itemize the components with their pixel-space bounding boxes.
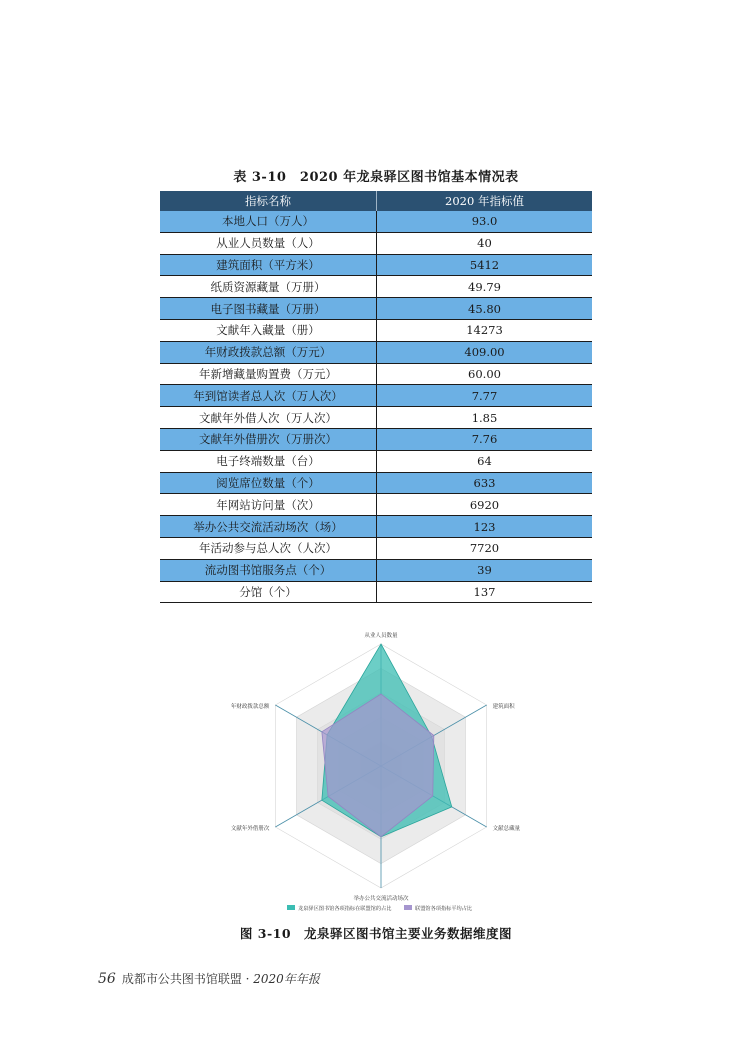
table-row bbox=[160, 472, 592, 494]
indicator-value-cell: 49.79 bbox=[377, 276, 593, 298]
indicator-name-cell: 举办公共交流活动场次（场） bbox=[160, 516, 377, 538]
indicator-value-cell: 64 bbox=[377, 450, 593, 472]
footer-text: 成都市公共图书馆联盟 · bbox=[121, 972, 254, 986]
indicator-value-cell: 40 bbox=[377, 232, 593, 254]
indicator-value-cell: 39 bbox=[377, 559, 593, 581]
indicator-value-cell: 7720 bbox=[377, 537, 593, 559]
table-row bbox=[160, 559, 592, 581]
table-title: 表 3-10 2020 年龙泉驿区图书馆基本情况表 bbox=[233, 170, 519, 185]
table-row bbox=[160, 211, 592, 232]
indicator-name-cell: 文献年外借人次（万人次） bbox=[160, 407, 377, 429]
indicator-value-cell: 45.80 bbox=[377, 298, 593, 320]
table-header-row bbox=[160, 191, 592, 211]
figure-caption: 图 3-10 龙泉驿区图书馆主要业务数据维度图 bbox=[239, 926, 513, 941]
indicator-value-cell: 137 bbox=[377, 581, 593, 603]
indicator-value-cell: 6920 bbox=[377, 494, 593, 516]
table-row bbox=[160, 232, 592, 254]
footer-year: 2020年年报 bbox=[253, 972, 320, 986]
radar-axis-label: 文献年外借册次 bbox=[230, 826, 270, 832]
table-row bbox=[160, 363, 592, 385]
indicator-value-cell: 7.76 bbox=[377, 428, 593, 450]
data-table bbox=[160, 191, 592, 603]
indicator-name-cell: 电子终端数量（台） bbox=[160, 450, 377, 472]
indicator-name-cell: 本地人口（万人） bbox=[160, 211, 377, 232]
radar-axis-label: 文献总藏量 bbox=[492, 826, 521, 832]
indicator-value-cell: 7.77 bbox=[377, 385, 593, 407]
table-row bbox=[160, 341, 592, 363]
indicator-name-cell: 文献年外借册次（万册次） bbox=[160, 428, 377, 450]
radar-axis-label: 举办公共交流活动场次 bbox=[353, 896, 409, 902]
indicator-value-cell: 93.0 bbox=[377, 211, 593, 232]
indicator-name-cell: 电子图书藏量（万册） bbox=[160, 298, 377, 320]
header-indicator-name: 指标名称 bbox=[160, 191, 377, 211]
radar-axis-label: 年财政拨款总额 bbox=[230, 704, 270, 710]
indicator-value-cell: 1.85 bbox=[377, 407, 593, 429]
table-row bbox=[160, 319, 592, 341]
table-row bbox=[160, 581, 592, 603]
indicator-value-cell: 5412 bbox=[377, 254, 593, 276]
table-row bbox=[160, 428, 592, 450]
indicator-name-cell: 年网站访问量（次） bbox=[160, 494, 377, 516]
legend-swatch bbox=[404, 905, 412, 910]
indicator-value-cell: 409.00 bbox=[377, 341, 593, 363]
table-row bbox=[160, 298, 592, 320]
table-row bbox=[160, 516, 592, 538]
table-row bbox=[160, 494, 592, 516]
indicator-name-cell: 文献年入藏量（册） bbox=[160, 319, 377, 341]
indicator-value-cell: 14273 bbox=[377, 319, 593, 341]
indicator-name-cell: 年财政拨款总额（万元） bbox=[160, 341, 377, 363]
table-row bbox=[160, 276, 592, 298]
page-number: 56 bbox=[98, 971, 116, 987]
indicator-name-cell: 流动图书馆服务点（个） bbox=[160, 559, 377, 581]
indicator-name-cell: 阅览席位数量（个） bbox=[160, 472, 377, 494]
legend-label: 联盟馆各项指标平均占比 bbox=[415, 906, 473, 912]
table-row bbox=[160, 537, 592, 559]
table-row bbox=[160, 385, 592, 407]
table-row bbox=[160, 450, 592, 472]
radar-axis-label: 建筑面积 bbox=[492, 704, 515, 710]
indicator-name-cell: 分馆（个） bbox=[160, 581, 377, 603]
indicator-value-cell: 123 bbox=[377, 516, 593, 538]
radar-axis-label: 从业人员数量 bbox=[364, 633, 398, 639]
indicator-name-cell: 纸质资源藏量（万册） bbox=[160, 276, 377, 298]
legend-label: 龙泉驿区图书馆各项指标在联盟馆的占比 bbox=[298, 906, 392, 912]
indicator-name-cell: 年活动参与总人次（人次） bbox=[160, 537, 377, 559]
indicator-name-cell: 从业人员数量（人） bbox=[160, 232, 377, 254]
radar-chart bbox=[220, 624, 540, 924]
indicator-name-cell: 年到馆读者总人次（万人次） bbox=[160, 385, 377, 407]
table-row bbox=[160, 254, 592, 276]
legend-swatch bbox=[287, 905, 295, 910]
indicator-value-cell: 633 bbox=[377, 472, 593, 494]
indicator-value-cell: 60.00 bbox=[377, 363, 593, 385]
header-indicator-value: 2020 年指标值 bbox=[377, 191, 593, 211]
indicator-name-cell: 建筑面积（平方米） bbox=[160, 254, 377, 276]
table-row bbox=[160, 407, 592, 429]
indicator-name-cell: 年新增藏量购置费（万元） bbox=[160, 363, 377, 385]
page-footer bbox=[98, 970, 320, 987]
